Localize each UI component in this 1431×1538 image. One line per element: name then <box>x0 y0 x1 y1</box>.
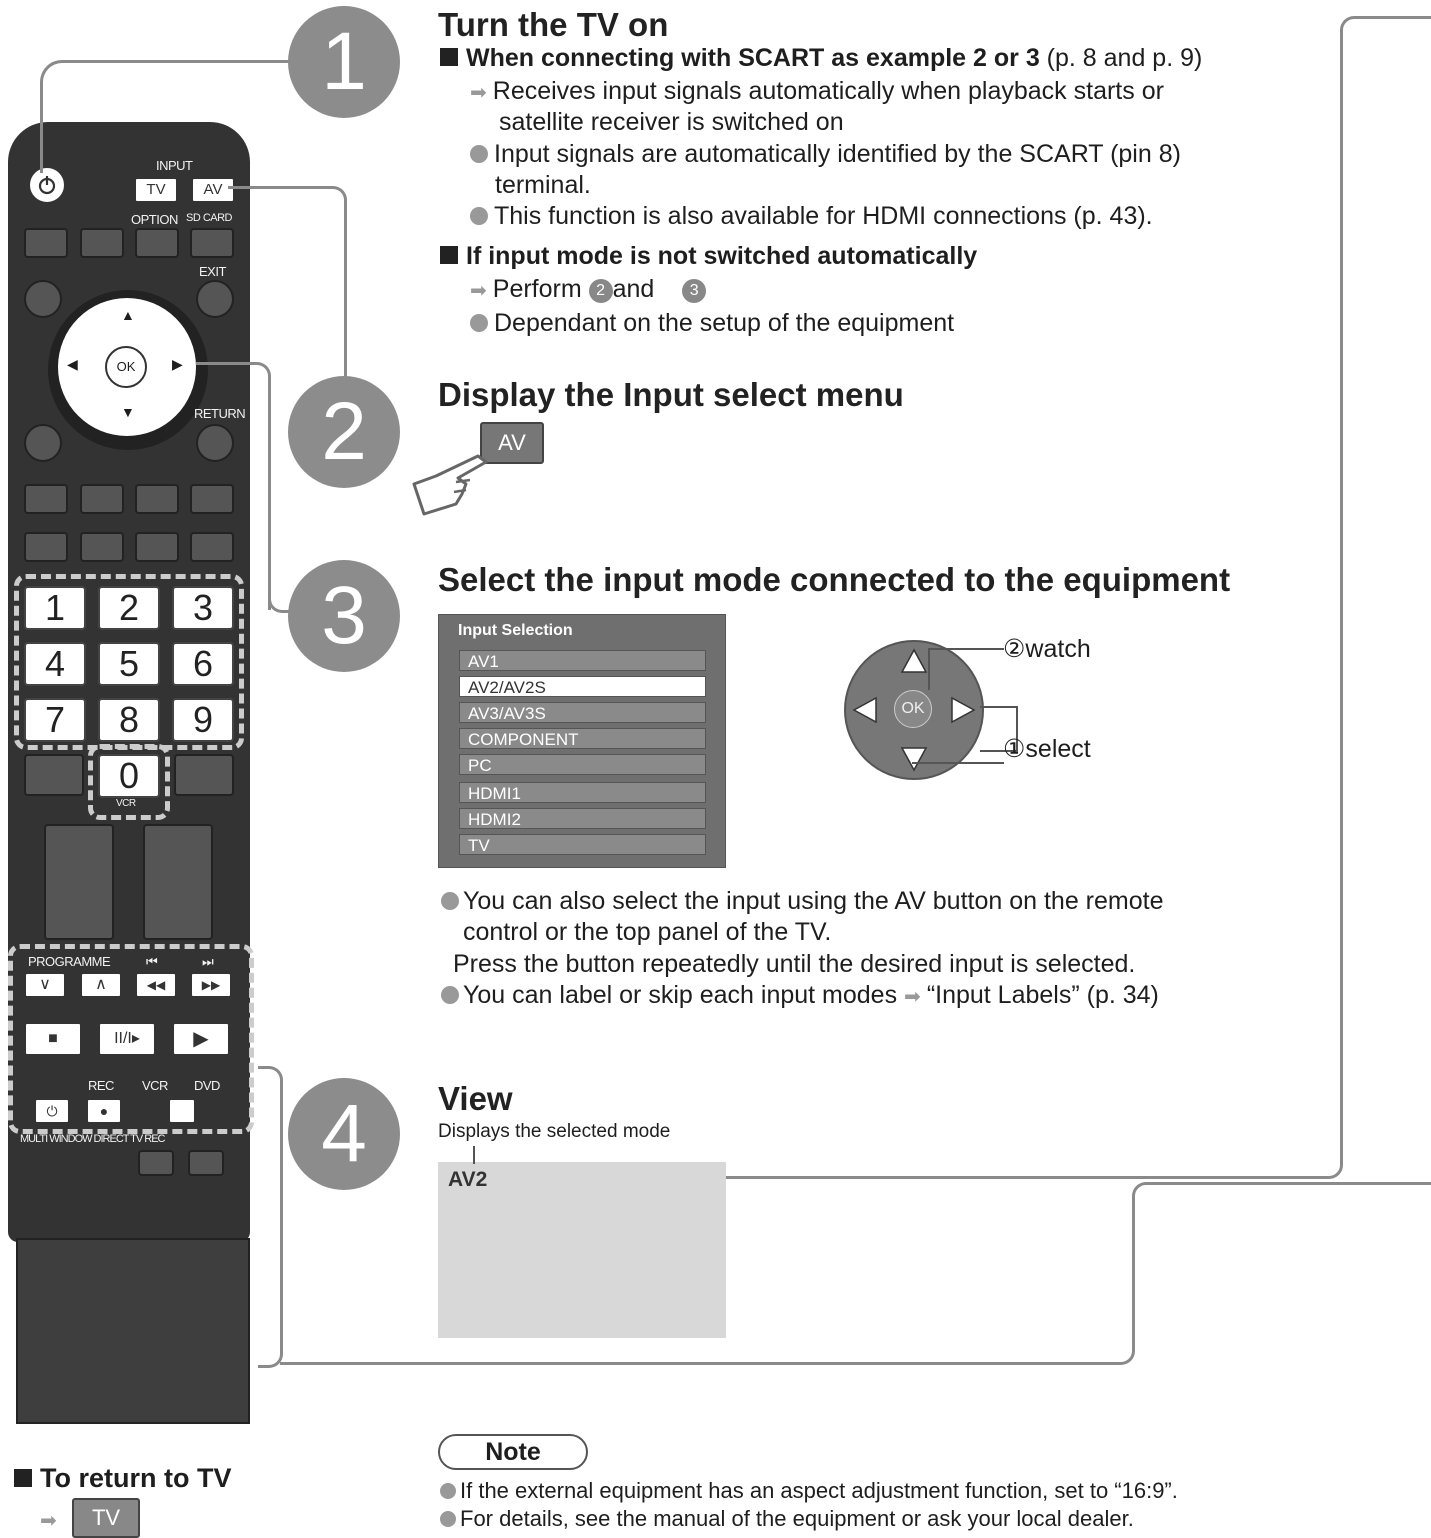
bullet-icon <box>470 314 488 332</box>
note-line1-text: If the external equipment has an aspect adjustment function, set to “16:9”. <box>460 1478 1178 1503</box>
multiwindow-label: MULTI WINDOW DIRECT TV REC <box>20 1133 165 1145</box>
remote-button[interactable] <box>174 754 234 796</box>
screen-illustration <box>438 1162 726 1338</box>
programme-label: PROGRAMME <box>28 954 111 969</box>
play-button[interactable]: ▶ <box>172 1022 230 1056</box>
return-to-tv-heading <box>14 1463 231 1494</box>
step1-line1 <box>470 76 1164 109</box>
skip-back-label-icon: ⏮ <box>146 954 158 969</box>
return-label-text: To return to TV <box>40 1463 232 1493</box>
fast-forward-button[interactable]: ▶▶ <box>190 972 232 998</box>
select-text: select <box>1025 735 1091 763</box>
tv-button-illustration: TV <box>72 1498 140 1538</box>
input-label: INPUT <box>156 158 193 173</box>
step1-line2: satellite receiver is switched on <box>499 108 844 136</box>
ok-button-illustration: OK <box>894 690 932 728</box>
and-text: and <box>612 275 655 303</box>
dvd-label: DVD <box>194 1078 220 1093</box>
remote-cover <box>16 1238 250 1424</box>
step1-line4: terminal. <box>495 171 591 199</box>
step1-perform <box>470 274 706 307</box>
key-8[interactable]: 8 <box>98 698 160 742</box>
skip-forward-label-icon: ⏭ <box>202 954 214 969</box>
rec-label: REC <box>88 1078 114 1093</box>
right-arrow-icon[interactable]: ▶ <box>172 356 183 372</box>
sdcard-label: SD CARD <box>186 212 233 224</box>
connector-line <box>1132 1182 1431 1225</box>
rec-power-button[interactable]: ⏻ <box>34 1098 70 1124</box>
dpad-ring <box>48 290 208 450</box>
bullet-icon <box>440 1483 456 1499</box>
tv-button[interactable]: TV <box>134 177 178 203</box>
step3-note2 <box>441 980 1159 1013</box>
key-5[interactable]: 5 <box>98 642 160 686</box>
note2b-text: “Input Labels” (p. 34) <box>926 981 1159 1009</box>
menu-item-hdmi1[interactable]: HDMI1 <box>459 782 706 803</box>
input-selection-menu <box>438 614 726 868</box>
perform-text: Perform <box>492 275 582 303</box>
remote-button[interactable] <box>24 228 68 258</box>
left-round-button[interactable] <box>24 280 62 318</box>
step-3-ref-icon: 3 <box>682 279 706 303</box>
key-2[interactable]: 2 <box>98 586 160 630</box>
key-4[interactable]: 4 <box>24 642 86 686</box>
watch-num: ② <box>1003 635 1026 663</box>
down-arrow-icon[interactable]: ▼ <box>121 404 135 420</box>
line1-text: Receives input signals automatically when playback starts or <box>492 77 1164 105</box>
screen-mode-label: AV2 <box>448 1168 488 1191</box>
watch-label <box>1003 634 1091 665</box>
dependant-text: Dependant on the setup of the equipment <box>494 309 955 337</box>
bullet-icon <box>441 986 459 1004</box>
remote-button[interactable] <box>24 532 68 562</box>
option-label: OPTION <box>131 212 178 227</box>
square-bullet-icon <box>14 1469 32 1487</box>
record-button[interactable]: ● <box>86 1098 122 1124</box>
step1-title: Turn the TV on <box>438 6 669 43</box>
exit-label: EXIT <box>199 264 226 279</box>
arrow-icon: ➡ <box>470 280 487 302</box>
line5-text: This function is also available for HDMI connections (p. 43). <box>494 202 1153 230</box>
connector-line <box>1340 16 1431 1165</box>
note-line1 <box>440 1475 1178 1506</box>
select-label <box>1003 734 1091 765</box>
remote-button[interactable] <box>80 532 124 562</box>
note1a-text: You can also select the input using the AV button on the remote <box>463 887 1164 915</box>
step1-line3 <box>470 139 1181 170</box>
watch-text: watch <box>1025 635 1091 663</box>
menu-item-tv[interactable]: TV <box>459 834 706 855</box>
step3-note1b: control or the top panel of the TV. <box>463 918 832 946</box>
remote-button[interactable] <box>80 228 124 258</box>
bullet-icon <box>440 1511 456 1527</box>
note-title: Note <box>438 1434 588 1470</box>
bullet-icon <box>470 207 488 225</box>
key-0[interactable]: 0 <box>98 754 160 798</box>
rewind-button[interactable]: ◀◀ <box>135 972 177 998</box>
connector-line <box>40 60 303 173</box>
note-line2 <box>440 1503 1134 1534</box>
remote-button[interactable] <box>80 484 124 514</box>
select-num: ① <box>1003 735 1026 763</box>
remote-rocker[interactable] <box>143 824 213 940</box>
menu-item-av1[interactable]: AV1 <box>459 650 706 671</box>
return-label: RETURN <box>194 406 246 421</box>
step-number-4: 4 <box>288 1078 400 1190</box>
menu-title: Input Selection <box>458 622 573 639</box>
direct-tv-rec-button[interactable] <box>188 1150 224 1176</box>
pointing-hand-icon <box>406 448 496 520</box>
left-arrow-icon[interactable]: ◀ <box>67 356 78 372</box>
dpad[interactable] <box>58 298 196 436</box>
option-button[interactable] <box>135 228 179 258</box>
menu-item-pc[interactable]: PC <box>459 754 706 775</box>
step1-line5 <box>470 201 1153 232</box>
square-bullet-icon <box>440 48 458 66</box>
left-round-button-2[interactable] <box>24 424 62 462</box>
remote-button[interactable] <box>24 754 84 796</box>
key-6[interactable]: 6 <box>172 642 234 686</box>
key-1[interactable]: 1 <box>24 586 86 630</box>
power-icon <box>30 168 64 202</box>
square-bullet-icon <box>440 246 458 264</box>
step-number-3: 3 <box>288 560 400 672</box>
connector-line <box>228 186 347 379</box>
step1-sub1 <box>440 44 1202 73</box>
bullet-icon <box>441 892 459 910</box>
remote-control <box>8 122 250 1242</box>
note2a-text: You can label or skip each input modes <box>463 981 898 1009</box>
step2-title: Display the Input select menu <box>438 376 904 413</box>
av-button-illustration: AV <box>480 422 544 464</box>
key-9[interactable]: 9 <box>172 698 234 742</box>
note-line2-text: For details, see the manual of the equipment or ask your local dealer. <box>460 1506 1134 1531</box>
step4-title: View <box>438 1080 513 1117</box>
select-leader-line-2 <box>912 762 1004 766</box>
watch-leader-line <box>928 648 1004 690</box>
vcr-label: VCR <box>142 1078 168 1093</box>
remote-button[interactable] <box>135 484 179 514</box>
arrow-icon: ➡ <box>470 82 487 104</box>
step1-sub2 <box>440 242 977 271</box>
step3-note1c: Press the button repeatedly until the desired input is selected. <box>453 950 1136 978</box>
step4-caption: Displays the selected mode <box>438 1121 671 1142</box>
arrow-icon: ➡ <box>904 986 921 1008</box>
connector-line <box>196 362 271 610</box>
multiwindow-button[interactable] <box>138 1150 174 1176</box>
caption-leader-line <box>473 1146 477 1164</box>
key-7[interactable]: 7 <box>24 698 86 742</box>
programme-up-button[interactable]: ∧ <box>80 972 122 998</box>
step3-title: Select the input mode connected to the equipment <box>438 561 1231 598</box>
sub2-text: If input mode is not switched automatically <box>466 242 978 270</box>
key-3[interactable]: 3 <box>172 586 234 630</box>
line3-text: Input signals are automatically identified by the SCART (pin 8) <box>494 140 1181 168</box>
programme-down-button[interactable]: ∨ <box>24 972 66 998</box>
bullet-icon <box>470 145 488 163</box>
remote-button[interactable] <box>24 484 68 514</box>
stop-button[interactable]: ■ <box>24 1022 82 1056</box>
step1-dependant <box>470 308 954 339</box>
step-number-2: 2 <box>288 376 400 488</box>
remote-button[interactable] <box>135 532 179 562</box>
step-2-ref-icon: 2 <box>589 279 613 303</box>
step3-note1a <box>441 886 1164 917</box>
up-arrow-icon[interactable]: ▲ <box>121 307 135 323</box>
vcr-dvd-switch[interactable] <box>168 1098 196 1124</box>
pause-button[interactable]: II/I▸ <box>98 1022 156 1056</box>
ok-button[interactable]: OK <box>105 346 147 388</box>
sub1-bold: When connecting with SCART as example 2 or 3 <box>466 44 1040 72</box>
arrow-icon: ➡ <box>40 1510 57 1532</box>
menu-item-av3[interactable]: AV3/AV3S <box>459 702 706 723</box>
menu-item-hdmi2[interactable]: HDMI2 <box>459 808 706 829</box>
menu-item-av2[interactable]: AV2/AV2S <box>459 676 706 697</box>
av-button[interactable]: AV <box>191 177 235 203</box>
step-number-1: 1 <box>288 6 400 118</box>
remote-rocker[interactable] <box>44 824 114 940</box>
sub1-ref: (p. 8 and p. 9) <box>1039 44 1203 72</box>
menu-item-component[interactable]: COMPONENT <box>459 728 706 749</box>
vcr-small-label: VCR <box>116 798 136 809</box>
